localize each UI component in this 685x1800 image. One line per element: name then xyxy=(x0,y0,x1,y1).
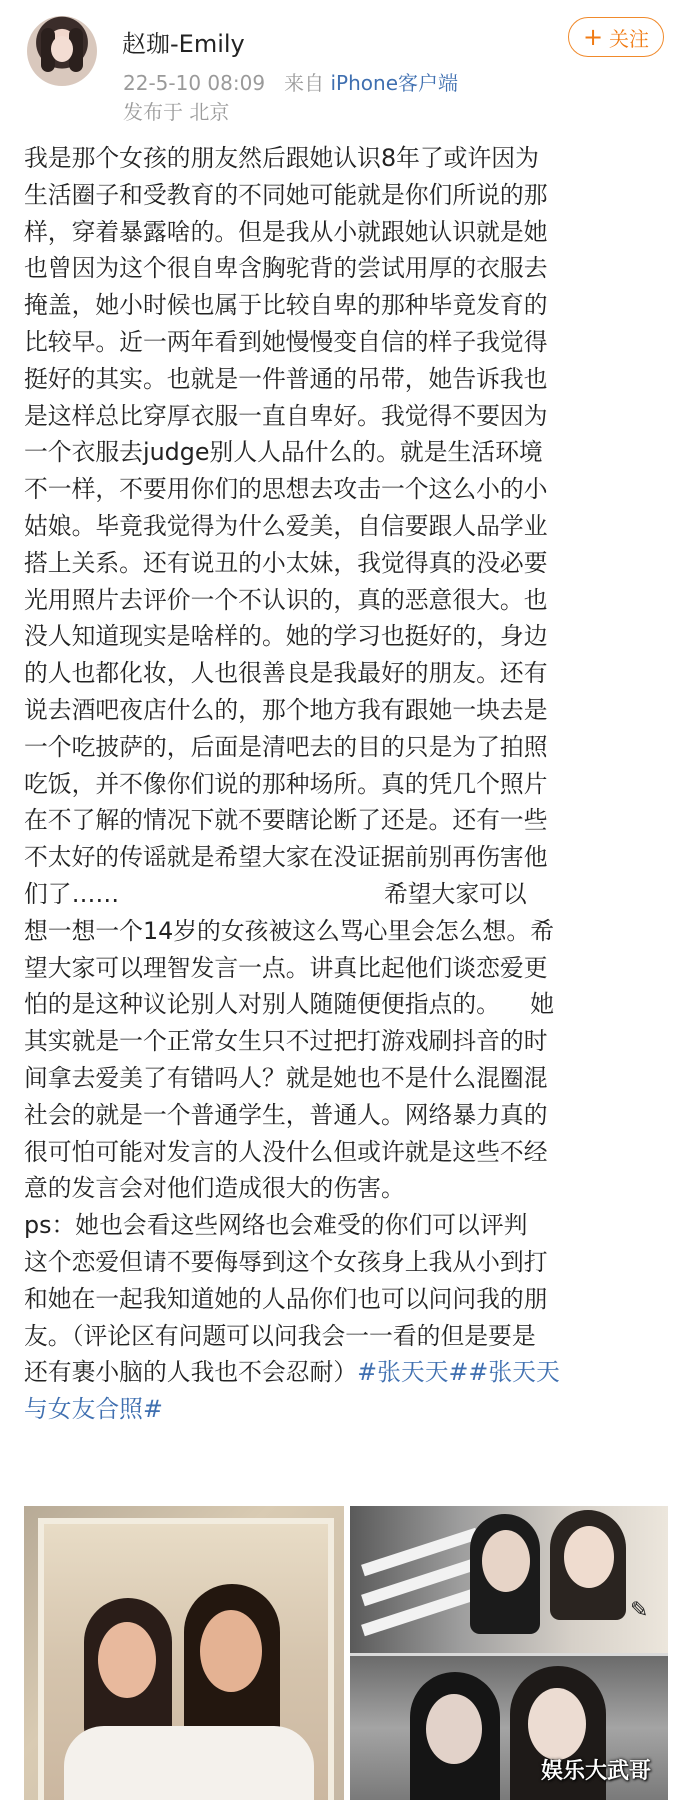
photo-figure xyxy=(200,1610,262,1692)
post-line: 和她在一起我知道她的人品你们也可以问问我的朋 xyxy=(24,1284,548,1313)
post-line-with-tag xyxy=(24,1354,664,1391)
plus-icon: + xyxy=(582,23,604,51)
post-line: 吃饭，并不像你们说的那种场所。真的凭几个照片 xyxy=(24,769,548,798)
post-meta xyxy=(123,67,458,96)
avatar-face xyxy=(51,36,73,62)
photo-figure xyxy=(98,1622,156,1698)
post-photo-childhood[interactable] xyxy=(24,1506,344,1800)
client-link[interactable]: iPhone客户端 xyxy=(330,71,459,95)
post-line: 望大家可以理智发言一点。讲真比起他们谈恋爱更 xyxy=(24,953,548,982)
post-line: 生活圈子和受教育的不同她可能就是你们所说的那 xyxy=(24,180,548,209)
post-line: 也曾因为这个很自卑含胸驼背的尝试用厚的衣服去 xyxy=(24,254,548,283)
post-line: 我是那个女孩的朋友然后跟她认识8年了或许因为 xyxy=(24,144,539,172)
post-line: 一个衣服去judge别人人品什么的。就是生活环境 xyxy=(24,438,543,467)
post-line: 掩盖，她小时候也属于比较自卑的那种毕竟发育的 xyxy=(24,291,548,320)
post-line: 比较早。近一两年看到她慢慢变自信的样子我觉得 xyxy=(24,327,548,356)
post-line: 样，穿着暴露啥的。但是我从小就跟她认识就是她 xyxy=(24,217,548,246)
photo-figure xyxy=(64,1726,314,1800)
post-body xyxy=(24,140,664,1428)
post-line: 不一样，不要用你们的思想去攻击一个这么小的小 xyxy=(24,475,548,504)
post-line: 很可怕可能对发言的人没什么但或许就是这些不经 xyxy=(24,1137,548,1166)
source-prefix: 来自 xyxy=(284,71,325,95)
post-line: 姑娘。毕竟我觉得为什么爱美，自信要跟人品学业 xyxy=(24,511,548,540)
follow-label: 关注 xyxy=(609,26,650,51)
post-line: 是这样总比穿厚衣服一直自卑好。我觉得不要因为 xyxy=(24,401,548,430)
post-line: ps：她也会看这些网络也会难受的你们可以评判 xyxy=(24,1211,528,1240)
avatar[interactable] xyxy=(27,16,97,86)
photo-figure xyxy=(482,1530,530,1592)
post-line-text: 还有裹小脑的人我也不会忍耐） xyxy=(24,1358,358,1387)
username[interactable]: 赵珈-Emily xyxy=(122,30,245,58)
watermark: 娱乐大武哥 xyxy=(541,1759,652,1784)
post-location: 发布于 北京 xyxy=(123,100,230,124)
post-line: 其实就是一个正常女生只不过把打游戏刷抖音的时 xyxy=(24,1027,548,1056)
post-line: 说去酒吧夜店什么的，那个地方我有跟她一块去是 xyxy=(24,695,548,724)
post-line: 社会的就是一个普通学生，普通人。网络暴力真的 xyxy=(24,1100,548,1129)
pencil-icon: ✎ xyxy=(630,1598,649,1623)
post-line: 这个恋爱但请不要侮辱到这个女孩身上我从小到打 xyxy=(24,1247,548,1276)
photo-figure xyxy=(564,1526,614,1588)
post-line: 一个吃披萨的，后面是清吧去的目的只是为了拍照 xyxy=(24,732,548,761)
hashtag-link[interactable]: 与女友合照# xyxy=(24,1395,163,1424)
post-line: 的人也都化妆，人也很善良是我最好的朋友。还有 xyxy=(24,659,548,688)
post-line: 光用照片去评价一个不认识的，真的恶意很大。也 xyxy=(24,585,548,614)
post-line-tag xyxy=(24,1391,664,1428)
photo-figure xyxy=(528,1688,586,1760)
post-line: 意的发言会对他们造成很大的伤害。 xyxy=(24,1174,405,1203)
post-timestamp: 22-5-10 08:09 xyxy=(123,71,266,95)
post-line: 挺好的其实。也就是一件普通的吊带，她告诉我也 xyxy=(24,364,548,393)
post-line: 们了…… 希望大家可以 xyxy=(24,879,527,908)
follow-button[interactable] xyxy=(568,17,664,57)
post-header xyxy=(0,0,685,128)
post-line: 怕的是这种议论别人对别人随随便便指点的。 她 xyxy=(24,990,554,1019)
post-line: 想一想一个14岁的女孩被这么骂心里会怎么想。希 xyxy=(24,916,555,945)
post-line: 搭上关系。还有说丑的小太妹，我觉得真的没必要 xyxy=(24,548,548,577)
post-line: 间拿去爱美了有错吗人？就是她也不是什么混圈混 xyxy=(24,1063,548,1092)
post-line: 不太好的传谣就是希望大家在没证据前别再伤害他 xyxy=(24,843,548,872)
photo-figure xyxy=(426,1694,482,1764)
post-line: 没人知道现实是啥样的。她的学习也挺好的，身边 xyxy=(24,622,548,651)
post-line: 友。（评论区有问题可以问我会一一看的但是要是 xyxy=(24,1321,536,1350)
hashtag-link[interactable]: #张天天##张天天 xyxy=(357,1358,560,1387)
post-line: 在不了解的情况下就不要瞎论断了还是。还有一些 xyxy=(24,806,548,835)
